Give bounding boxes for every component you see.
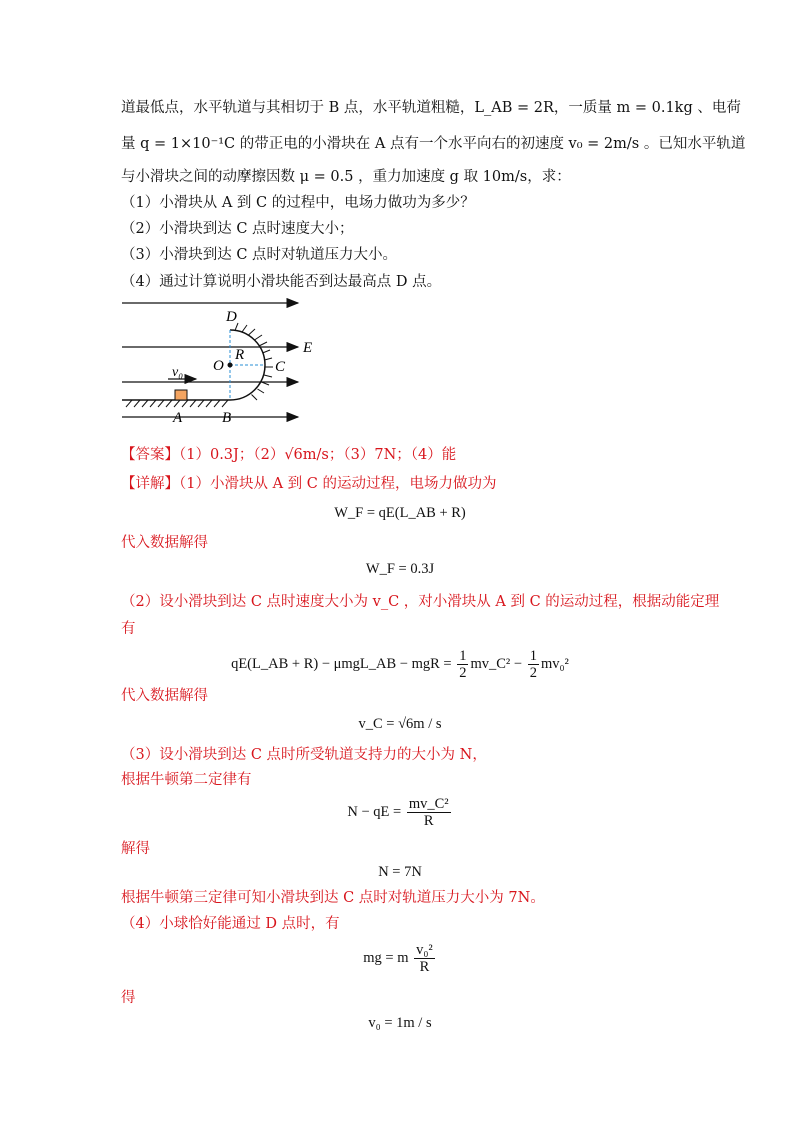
- label-o: O: [213, 358, 224, 374]
- solution-step-1: （1）小滑块从 A 到 C 的运动过程，电场力做功为: [179, 476, 497, 492]
- solution-part-4: （4）小球恰好能通过 D 点时，有: [121, 916, 340, 932]
- equation-newton: [0, 796, 800, 829]
- solve-label: 解得: [121, 841, 150, 857]
- substitution-1: 代入数据解得: [121, 535, 208, 551]
- problem-line-2: 量 q = 1×10⁻¹C 的带正电的小滑块在 A 点有一个水平向右的初速度 v₀ = 2m/s 。已知水平轨道: [121, 136, 746, 152]
- equation-velocity-c: v_C = √6m / s: [358, 716, 442, 732]
- equation-energy-term-2: mv₀²: [540, 655, 569, 672]
- fraction-centripetal: $\frac{\text{mv\_C²}}{R}$: [408, 796, 449, 829]
- solution-part-3c: 根据牛顿第三定律可知小滑块到达 C 点时对轨道压力大小为 7N。: [121, 890, 545, 906]
- answer-line: [121, 445, 456, 465]
- problem-line-1: 道最低点，水平轨道与其相切于 B 点，水平轨道粗糙，L_AB = 2R，一质量 m = 0.1kg 、电荷: [121, 100, 741, 116]
- problem-line-3: 与小滑块之间的动摩擦因数 μ = 0.5 ，重力加速度 g 取 10m/s，求：: [121, 169, 571, 185]
- label-d: D: [226, 309, 237, 325]
- equation-energy: [0, 648, 800, 681]
- question-4: （4）通过计算说明小滑块能否到达最高点 D 点。: [121, 274, 442, 290]
- fraction-half-1: $\frac{1}{2}$: [459, 648, 467, 681]
- solution-part-2a: （2）设小滑块到达 C 点时速度大小为 v_C ，对小滑块从 A 到 C 的运动过程，根据动能定理: [121, 594, 720, 610]
- label-r: R: [235, 347, 245, 363]
- solution-part-3b: 根据牛顿第二定律有: [121, 772, 252, 788]
- result-label: 得: [121, 990, 136, 1006]
- question-2: （2）小滑块到达 C 点时速度大小；: [121, 221, 354, 237]
- solution-part-3a: （3）设小滑块到达 C 点时所受轨道支持力的大小为 N，: [121, 747, 487, 763]
- fraction-half-2: $\frac{1}{2}$: [529, 648, 537, 681]
- equation-newton-left: N − qE =: [347, 803, 402, 820]
- label-e: E: [303, 340, 313, 356]
- center-point: [228, 363, 233, 368]
- solution-tag: 【详解】: [121, 476, 179, 492]
- equation-top-point: [0, 942, 800, 975]
- label-b: B: [222, 410, 232, 426]
- substitution-2: 代入数据解得: [121, 688, 208, 704]
- slider-block: [175, 390, 187, 400]
- equation-normal-force: N = 7N: [378, 864, 422, 880]
- label-c: C: [275, 359, 286, 375]
- question-1: （1）小滑块从 A 到 C 的过程中，电场力做功为多少？: [121, 195, 475, 211]
- answer-tag: 【答案】: [121, 447, 179, 463]
- ground-hatching: [126, 400, 228, 407]
- physics-diagram: [118, 296, 338, 430]
- label-a: A: [173, 410, 183, 426]
- answer-text: （1）0.3J；（2）√6m/s；（3）7N；（4）能: [179, 447, 457, 463]
- equation-energy-left: qE(L_AB + R) − μmgL_AB − mgR =: [231, 655, 452, 672]
- equation-work: W_F = qE(L_AB + R): [334, 505, 466, 521]
- question-3: （3）小滑块到达 C 点时对轨道压力大小。: [121, 247, 398, 263]
- label-v0: v₀: [172, 365, 184, 380]
- fraction-v0-squared: $\frac{\text{v₀²}}{R}$: [416, 942, 433, 975]
- solution-part-1: [121, 474, 496, 494]
- solution-part-2b: 有: [121, 621, 136, 637]
- equation-v0-result: v₀ = 1m / s: [368, 1015, 432, 1031]
- equation-energy-term-1: mv_C² −: [470, 655, 523, 672]
- equation-work-result: W_F = 0.3J: [365, 561, 435, 577]
- equation-top-left: mg = m: [363, 949, 409, 966]
